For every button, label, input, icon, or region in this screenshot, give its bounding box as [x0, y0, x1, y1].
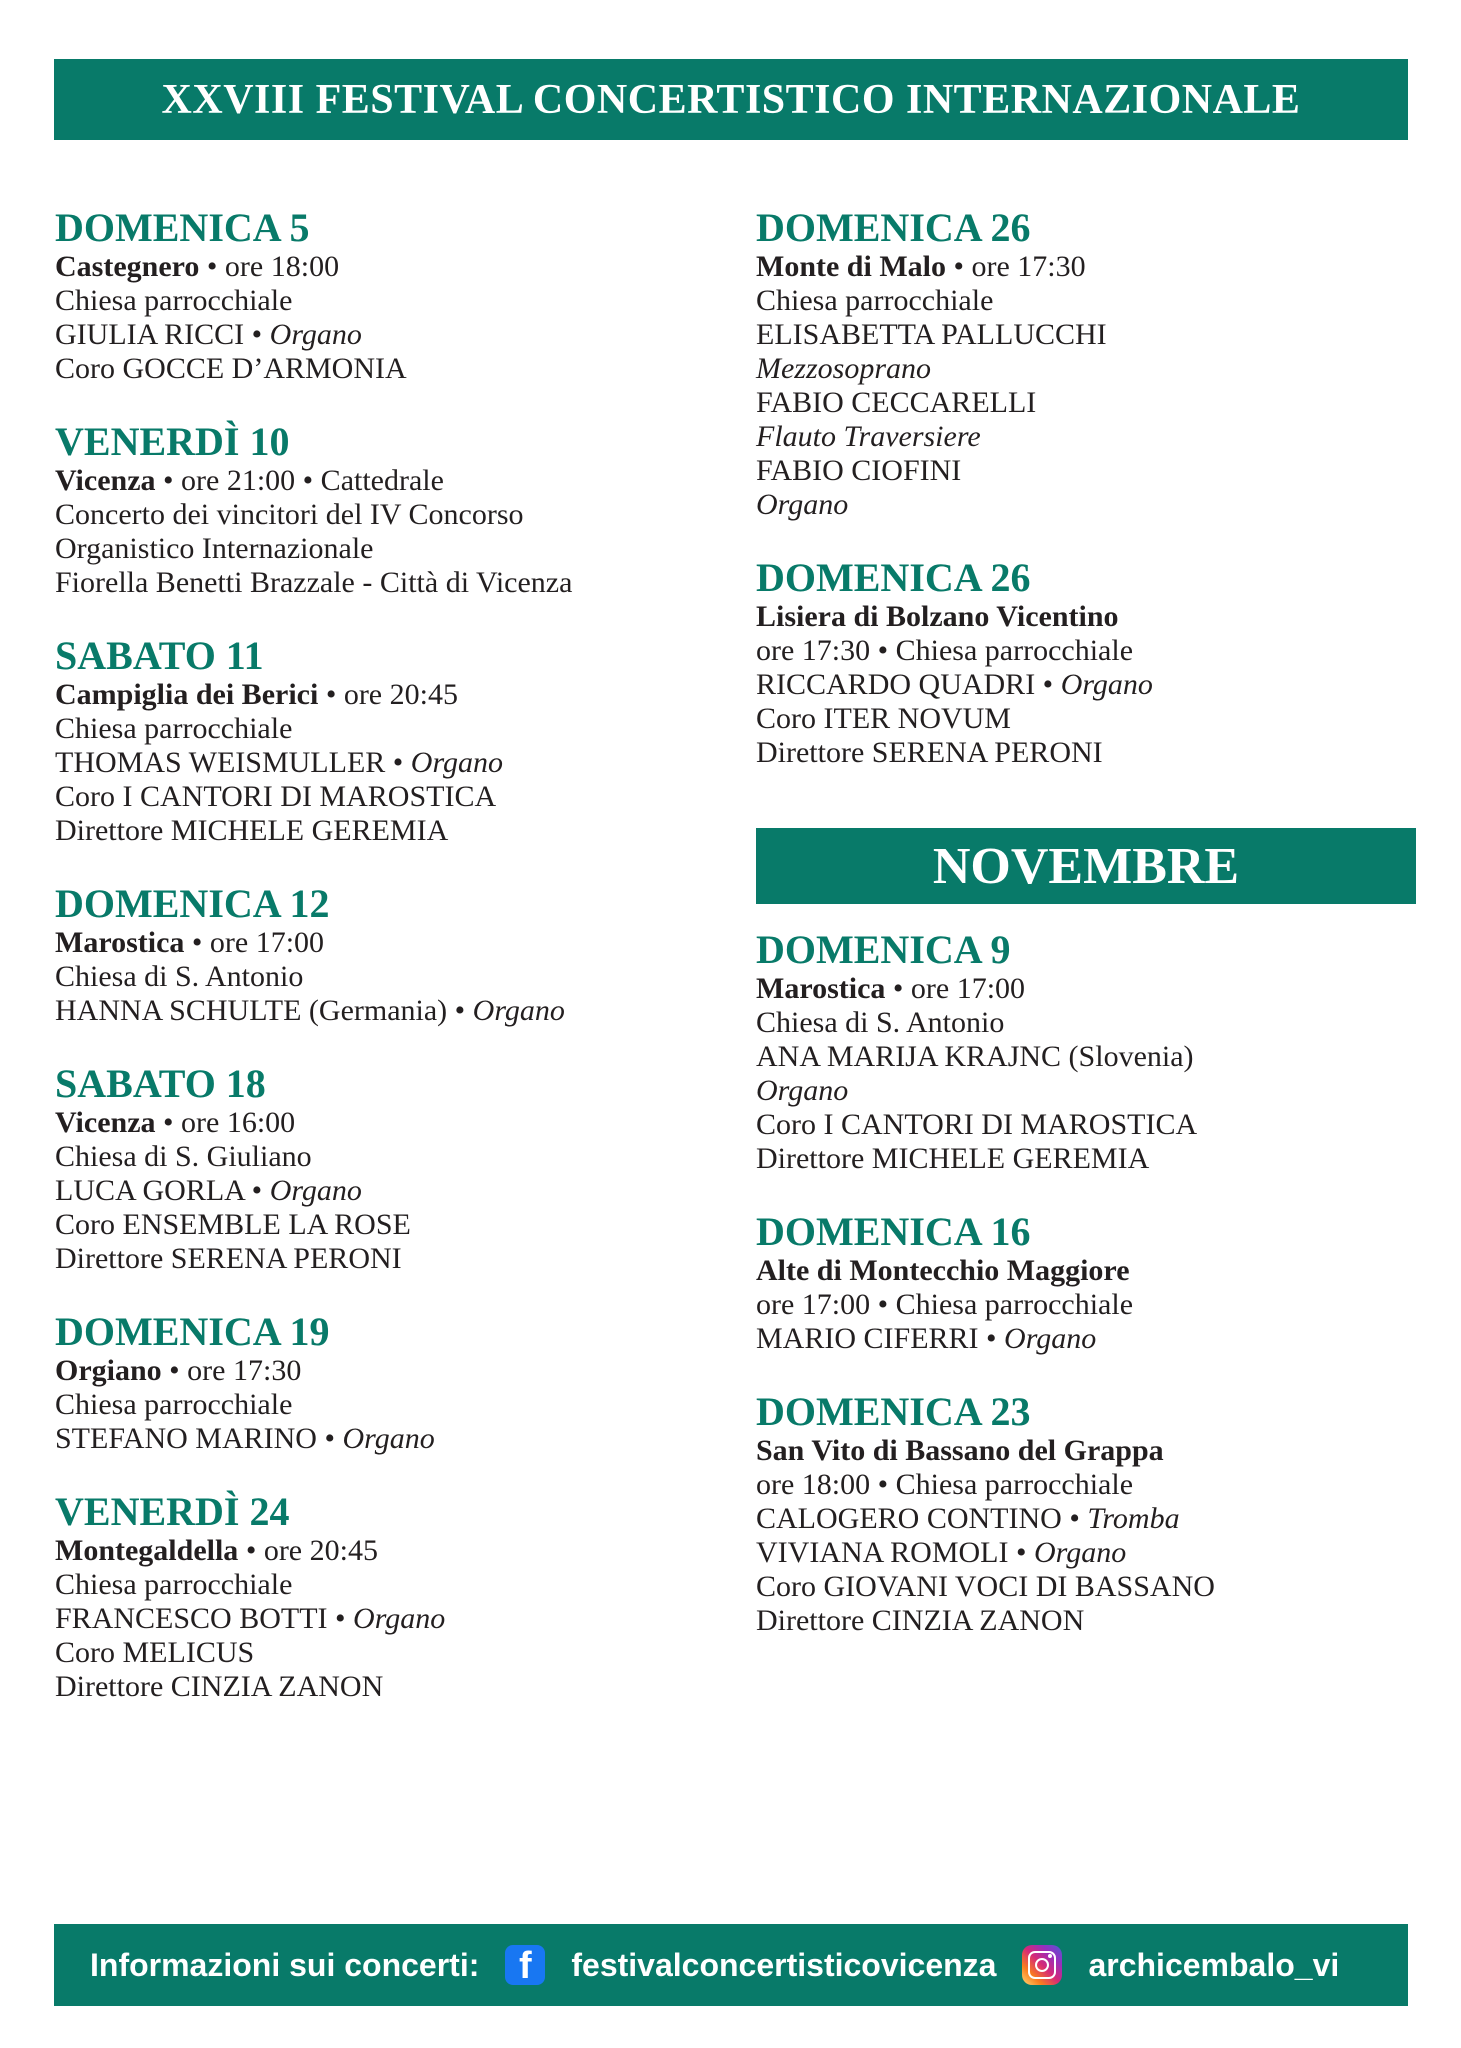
event-venue: Vicenza [55, 464, 156, 497]
event-detail-line [55, 318, 715, 352]
event-venue: San Vito di Bassano del Grappa [756, 1434, 1164, 1467]
event-detail-line [55, 712, 715, 746]
event-detail-line [55, 994, 715, 1028]
event-instrument: Organo [269, 1174, 362, 1207]
event-time: • ore 21:00 • Cattedrale [155, 464, 444, 497]
event-venue-line [756, 972, 1416, 1006]
event-detail-line [756, 420, 1416, 454]
event-detail-line [756, 386, 1416, 420]
event-venue: Marostica [756, 972, 886, 1005]
event-detail: Fiorella Benetti Brazzale - Città di Vicenza [55, 566, 573, 599]
concert-event [55, 420, 715, 600]
event-detail-line [756, 702, 1416, 736]
event-detail-line [756, 1108, 1416, 1142]
concert-event [756, 556, 1416, 770]
event-detail: VIVIANA ROMOLI • [756, 1536, 1034, 1569]
event-day-heading: SABATO 11 [55, 633, 264, 678]
event-detail: ELISABETTA PALLUCCHI [756, 318, 1107, 351]
event-instrument: Organo [410, 746, 504, 779]
event-detail: MARIO CIFERRI • [756, 1322, 1005, 1355]
event-day-heading: DOMENICA 5 [55, 205, 310, 250]
event-venue: Castegnero [55, 250, 200, 283]
event-detail-line [55, 352, 715, 386]
concert-event [756, 1390, 1416, 1638]
event-detail: Chiesa parrocchiale [55, 712, 293, 745]
event-detail-line [756, 284, 1416, 318]
event-venue-line [55, 1106, 715, 1140]
event-instrument: Organo [269, 318, 362, 351]
concert-event [55, 1490, 715, 1704]
event-detail-line [756, 1288, 1416, 1322]
event-venue: Montegaldella [55, 1534, 239, 1567]
event-detail: Coro MELICUS [55, 1636, 255, 1669]
event-detail-line [756, 1074, 1416, 1108]
event-detail-line [756, 352, 1416, 386]
event-detail-line [756, 1142, 1416, 1176]
event-instrument: Organo [756, 1074, 849, 1107]
event-detail: FRANCESCO BOTTI • [55, 1602, 354, 1635]
event-detail: STEFANO MARINO • [55, 1422, 343, 1455]
event-detail: Coro I CANTORI DI MAROSTICA [756, 1108, 1198, 1141]
event-day-heading: DOMENICA 12 [55, 881, 330, 926]
event-detail: ore 17:30 • Chiesa parrocchiale [756, 634, 1134, 667]
event-detail-line [55, 284, 715, 318]
event-day-heading: VENERDÌ 24 [55, 1489, 290, 1534]
event-detail: Direttore CINZIA ZANON [756, 1604, 1085, 1637]
event-venue: Alte di Montecchio Maggiore [756, 1254, 1130, 1287]
event-venue: Orgiano [55, 1354, 162, 1387]
event-detail-line [55, 1670, 715, 1704]
event-detail-line [55, 746, 715, 780]
event-day-heading: VENERDÌ 10 [55, 419, 290, 464]
instagram-handle-link[interactable]: archicembalo_vi [1088, 1946, 1340, 1983]
event-detail-line [756, 736, 1416, 770]
event-detail: LUCA GORLA • [55, 1174, 270, 1207]
event-detail: THOMAS WEISMULLER • [55, 746, 411, 779]
event-detail: FABIO CIOFINI [756, 454, 962, 487]
event-detail-line [55, 1636, 715, 1670]
event-time: • ore 18:00 [199, 250, 340, 283]
event-detail-line [55, 1174, 715, 1208]
event-detail-line [55, 532, 715, 566]
event-detail: Coro GIOVANI VOCI DI BASSANO [756, 1570, 1215, 1603]
event-detail-line [55, 1208, 715, 1242]
event-detail: Chiesa di S. Giuliano [55, 1140, 312, 1173]
concert-event [55, 1062, 715, 1276]
event-detail: Chiesa parrocchiale [756, 284, 994, 317]
event-day-heading: DOMENICA 26 [756, 205, 1031, 250]
event-detail: Coro I CANTORI DI MAROSTICA [55, 780, 497, 813]
event-detail-line [756, 1322, 1416, 1356]
event-detail-line [55, 1568, 715, 1602]
event-detail: GIULIA RICCI • [55, 318, 270, 351]
event-detail: HANNA SCHULTE (Germania) • [55, 994, 473, 1027]
event-day-heading: DOMENICA 9 [756, 927, 1011, 972]
event-detail-line [756, 634, 1416, 668]
event-instrument: Organo [1060, 668, 1153, 701]
event-detail-line [55, 960, 715, 994]
event-time: • ore 20:45 [238, 1534, 378, 1567]
event-detail: ore 18:00 • Chiesa parrocchiale [756, 1468, 1134, 1501]
event-venue-line [756, 600, 1416, 634]
event-instrument: Tromba [1087, 1502, 1180, 1535]
event-venue: Monte di Malo [756, 250, 946, 283]
event-detail-line [756, 668, 1416, 702]
festival-header-bar [54, 59, 1408, 140]
event-day-heading: SABATO 18 [55, 1061, 266, 1106]
event-venue-line [55, 1534, 715, 1568]
event-venue-line [55, 926, 715, 960]
event-detail-line [756, 318, 1416, 352]
event-day-heading: DOMENICA 16 [756, 1209, 1031, 1254]
event-detail-line [756, 488, 1416, 522]
event-detail: FABIO CECCARELLI [756, 386, 1037, 419]
event-venue-line [756, 1434, 1416, 1468]
event-time: • ore 17:00 [184, 926, 325, 959]
event-venue: Marostica [55, 926, 185, 959]
event-detail-line [756, 454, 1416, 488]
event-day-heading: DOMENICA 26 [756, 555, 1031, 600]
event-detail-line [55, 1140, 715, 1174]
event-detail: Direttore CINZIA ZANON [55, 1670, 384, 1703]
event-detail: ore 17:00 • Chiesa parrocchiale [756, 1288, 1134, 1321]
concert-event [756, 1210, 1416, 1356]
event-time: • ore 17:30 [945, 250, 1086, 283]
event-venue: Lisiera di Bolzano Vicentino [756, 600, 1119, 633]
event-instrument: Mezzosoprano [756, 352, 932, 385]
event-detail-line [756, 1040, 1416, 1074]
event-detail-line [55, 1242, 715, 1276]
event-detail: Chiesa parrocchiale [55, 284, 293, 317]
concert-event [756, 928, 1416, 1176]
event-instrument: Organo [756, 488, 849, 521]
event-time: • ore 16:00 [155, 1106, 296, 1139]
event-detail-line [756, 1536, 1416, 1570]
event-detail: CALOGERO CONTINO • [756, 1502, 1088, 1535]
event-detail-line [55, 1422, 715, 1456]
footer-bar [54, 1924, 1408, 2006]
event-detail-line [756, 1570, 1416, 1604]
concert-event [55, 634, 715, 848]
event-detail-line [756, 1502, 1416, 1536]
october-november-right-column [756, 206, 1416, 1638]
event-venue: Campiglia dei Berici [55, 678, 319, 711]
event-detail: Chiesa di S. Antonio [756, 1006, 1005, 1039]
event-time: • ore 20:45 [318, 678, 458, 711]
event-detail: RICCARDO QUADRI • [756, 668, 1061, 701]
october-left-column [55, 206, 715, 1704]
concert-event [55, 206, 715, 386]
october-right-events [756, 206, 1416, 770]
event-day-heading: DOMENICA 19 [55, 1309, 330, 1354]
event-detail-line [55, 498, 715, 532]
event-detail-line [55, 780, 715, 814]
event-day-heading: DOMENICA 23 [756, 1389, 1031, 1434]
event-detail: Concerto dei vincitori del IV Concorso [55, 498, 524, 531]
event-venue-line [756, 1254, 1416, 1288]
event-instrument: Organo [1004, 1322, 1097, 1355]
event-instrument: Organo [342, 1422, 435, 1455]
event-detail-line [55, 1388, 715, 1422]
facebook-handle-link[interactable]: festivalconcertisticovicenza [571, 1946, 997, 1983]
event-detail: Chiesa parrocchiale [55, 1388, 293, 1421]
event-detail: Chiesa di S. Antonio [55, 960, 304, 993]
event-venue-line [55, 250, 715, 284]
event-venue-line [55, 678, 715, 712]
november-events [756, 928, 1416, 1638]
event-detail: Coro ENSEMBLE LA ROSE [55, 1208, 411, 1241]
event-venue-line [55, 1354, 715, 1388]
event-instrument: Organo [1033, 1536, 1127, 1569]
event-venue-line [55, 464, 715, 498]
event-detail: Organistico Internazionale [55, 532, 374, 565]
event-detail: Direttore MICHELE GEREMIA [55, 814, 449, 847]
concert-event [55, 882, 715, 1028]
event-detail-line [756, 1006, 1416, 1040]
event-time: • ore 17:30 [161, 1354, 302, 1387]
event-venue: Vicenza [55, 1106, 156, 1139]
instagram-icon[interactable] [1022, 1945, 1062, 1985]
facebook-icon[interactable]: f [505, 1945, 545, 1985]
event-time: • ore 17:00 [885, 972, 1026, 1005]
event-instrument: Flauto Traversiere [756, 420, 981, 453]
event-detail-line [55, 814, 715, 848]
event-venue-line [756, 250, 1416, 284]
footer-info-label: Informazioni sui concerti: [90, 1946, 480, 1983]
festival-title: XXVIII FESTIVAL CONCERTISTICO INTERNAZIONALE [161, 76, 1301, 123]
event-detail-line [55, 1602, 715, 1636]
event-detail-line [756, 1604, 1416, 1638]
event-detail: Direttore MICHELE GEREMIA [756, 1142, 1150, 1175]
november-section-title: NOVEMBRE [932, 837, 1240, 895]
event-detail: Direttore SERENA PERONI [756, 736, 1103, 769]
event-detail: Direttore SERENA PERONI [55, 1242, 402, 1275]
november-section-bar [756, 828, 1416, 904]
event-instrument: Organo [472, 994, 565, 1027]
event-detail: Coro GOCCE D’ARMONIA [55, 352, 407, 385]
event-detail-line [756, 1468, 1416, 1502]
event-detail: ANA MARIJA KRAJNC (Slovenia) [756, 1040, 1194, 1073]
concert-event [756, 206, 1416, 522]
event-detail-line [55, 566, 715, 600]
event-detail: Chiesa parrocchiale [55, 1568, 293, 1601]
event-instrument: Organo [353, 1602, 446, 1635]
concert-event [55, 1310, 715, 1456]
event-detail: Coro ITER NOVUM [756, 702, 1011, 735]
